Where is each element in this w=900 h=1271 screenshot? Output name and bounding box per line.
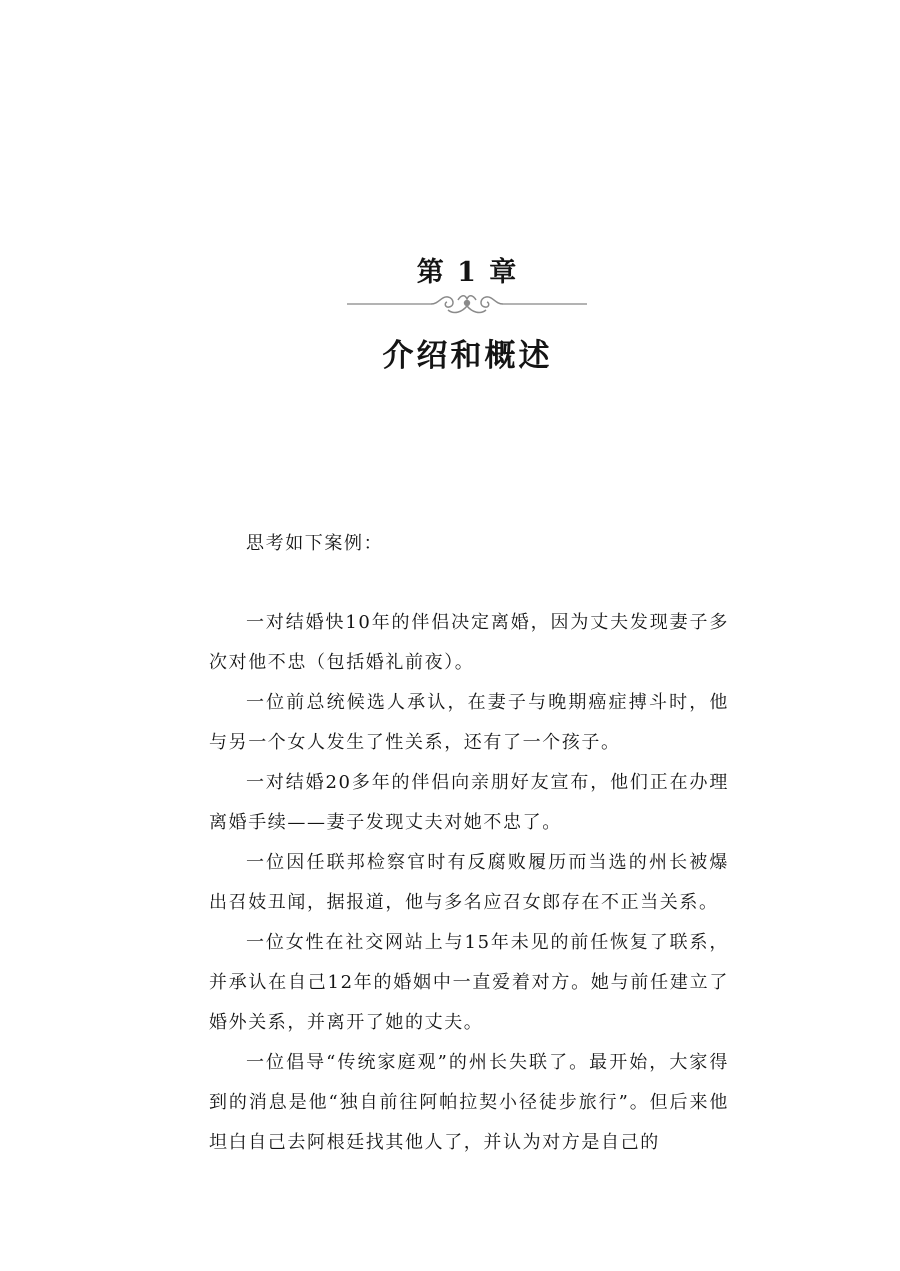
intro-paragraph: 思考如下案例： [246, 533, 384, 554]
chapter-number: 第 1 章 [416, 257, 519, 288]
case-paragraph: 一位女性在社交网站上与15年未见的前任恢复了联系，并承认在自己12年的婚姻中一直爱着对方。她与前任建立了婚外关系，并离开了她的丈夫。 [209, 932, 729, 1033]
flourish-divider-icon [347, 291, 587, 317]
chapter-title: 介绍和概述 [382, 338, 553, 374]
case-paragraph: 一位因任联邦检察官时有反腐败履历而当选的州长被爆出召妓丑闻，据报道，他与多名应召女郎存在不正当关系。 [209, 852, 729, 913]
case-paragraph: 一对结婚20多年的伴侣向亲朋好友宣布，他们正在办理离婚手续——妻子发现丈夫对她不忠了。 [209, 772, 729, 833]
case-paragraph: 一对结婚快10年的伴侣决定离婚，因为丈夫发现妻子多次对他不忠（包括婚礼前夜）。 [209, 612, 729, 673]
case-paragraph: 一位前总统候选人承认，在妻子与晚期癌症搏斗时，他与另一个女人发生了性关系，还有了一个孩子。 [209, 692, 729, 753]
case-paragraph: 一位倡导“传统家庭观”的州长失联了。最开始，大家得到的消息是他“独自前往阿帕拉契小径徒步旅行”。但后来他坦白自己去阿根廷找其他人了，并认为对方是自己的 [209, 1052, 729, 1153]
case-list [209, 603, 729, 1163]
